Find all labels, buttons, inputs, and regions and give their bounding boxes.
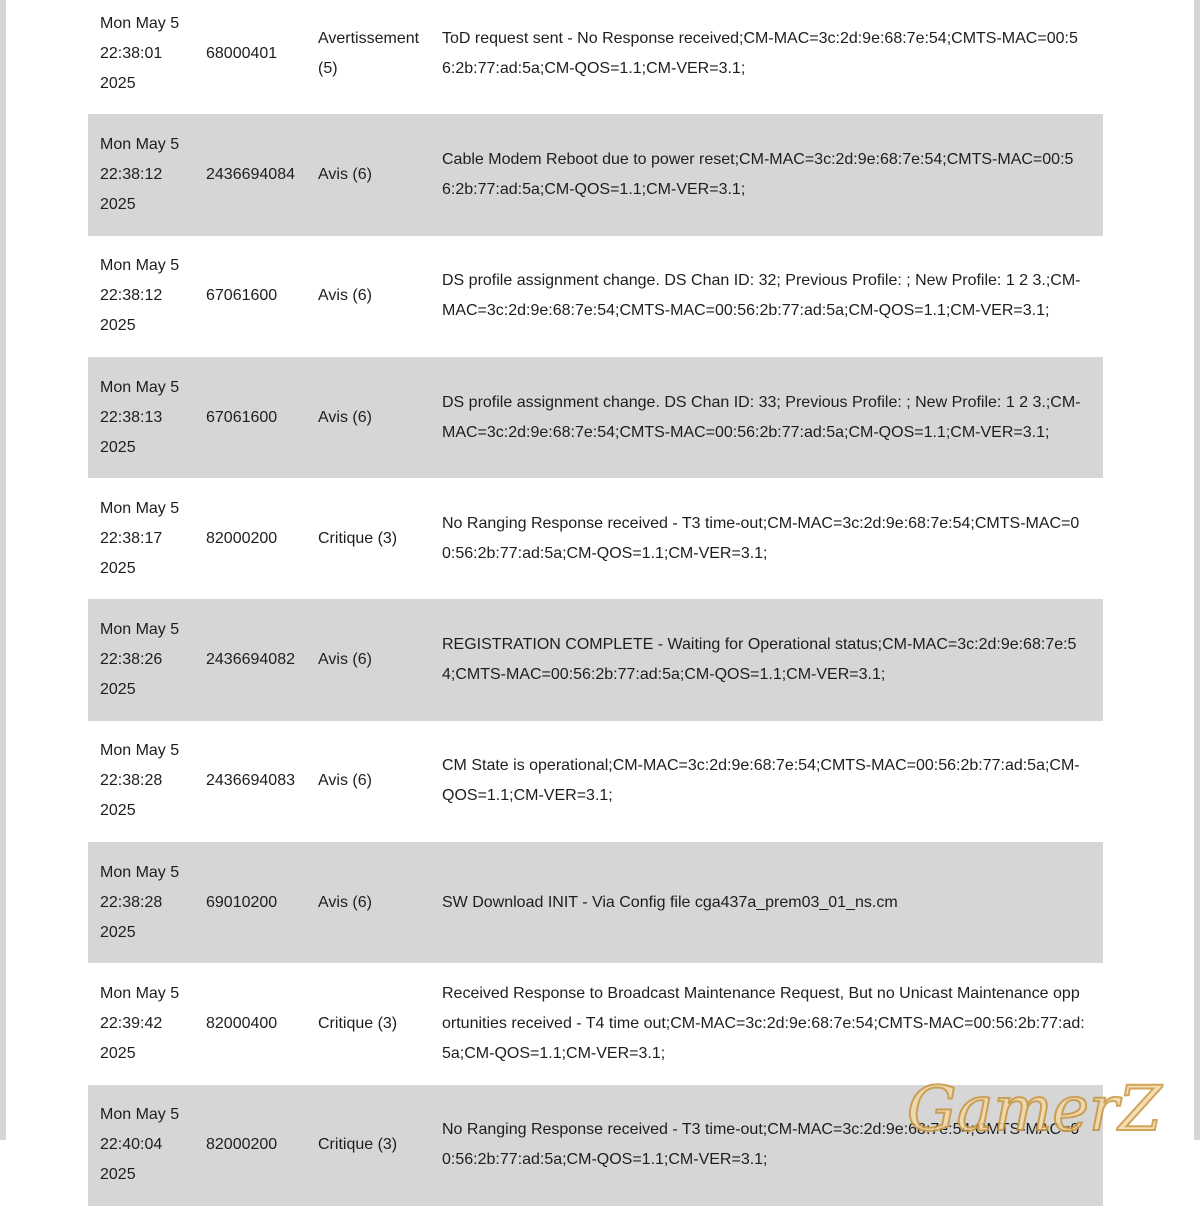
log-date: Mon May 5	[100, 985, 180, 1003]
log-clock: 22:38:12	[100, 165, 163, 183]
log-id: 2436694082	[206, 651, 295, 669]
log-row	[88, 842, 1103, 963]
log-level: Avis (6)	[318, 165, 372, 183]
log-time-cell	[88, 858, 195, 948]
log-time-cell	[88, 251, 195, 341]
log-id: 2436694083	[206, 772, 295, 790]
log-level: Avis (6)	[318, 772, 372, 790]
log-id: 68000401	[206, 44, 278, 62]
log-message: SW Download INIT - Via Config file cga437a_prem03_01_ns.cm	[442, 893, 898, 911]
log-date: Mon May 5	[100, 863, 180, 881]
log-message: Cable Modem Reboot due to power reset;CM-MAC=3c:2d:9e:68:7e:54;CMTS-MAC=00:56:2b:77:ad:5a;CM-QOS=1.1;CM-VER=3.1;	[442, 150, 1074, 198]
log-year: 2025	[100, 1166, 136, 1184]
log-row	[88, 0, 1103, 114]
log-date: Mon May 5	[100, 257, 180, 275]
log-year: 2025	[100, 681, 136, 699]
log-year: 2025	[100, 195, 136, 213]
log-row	[88, 478, 1103, 599]
log-id: 2436694084	[206, 165, 295, 183]
log-id: 82000200	[206, 1136, 278, 1154]
log-time-cell	[88, 1100, 195, 1190]
log-clock: 22:39:42	[100, 1015, 163, 1033]
log-row	[88, 963, 1103, 1084]
log-year: 2025	[100, 802, 136, 820]
log-time-cell	[88, 373, 195, 463]
log-clock: 22:38:12	[100, 287, 163, 305]
log-date: Mon May 5	[100, 135, 180, 153]
log-level: Avis (6)	[318, 408, 372, 426]
log-id: 67061600	[206, 408, 278, 426]
log-clock: 22:38:26	[100, 651, 163, 669]
page-frame-right	[1194, 0, 1200, 1140]
log-clock: 22:38:13	[100, 408, 163, 426]
log-year: 2025	[100, 1045, 136, 1063]
log-year: 2025	[100, 74, 136, 92]
log-year: 2025	[100, 923, 136, 941]
log-message: DS profile assignment change. DS Chan ID: 33; Previous Profile: ; New Profile: 1 2 3.;CM-MAC=3c:2d:9e:68:7e:54;CMTS-MAC=00:56:2b:77:ad:5a;CM-QOS=1.1;CM-VER=3.1;	[442, 393, 1081, 441]
log-id: 82000400	[206, 1015, 278, 1033]
log-message: Received Response to Broadcast Maintenance Request, But no Unicast Maintenance opportunities received - T4 time out;CM-MAC=3c:2d:9e:68:7e:54;CMTS-MAC=00:56:2b:77:ad:5a;CM-QOS=1.1;CM-VER=3.1;	[442, 985, 1085, 1063]
log-message: No Ranging Response received - T3 time-out;CM-MAC=3c:2d:9e:68:7e:54;CMTS-MAC=00:56:2b:77:ad:5a;CM-QOS=1.1;CM-VER=3.1;	[442, 1121, 1080, 1169]
log-message: CM State is operational;CM-MAC=3c:2d:9e:68:7e:54;CMTS-MAC=00:56:2b:77:ad:5a;CM-QOS=1.1;CM-VER=3.1;	[442, 757, 1080, 805]
log-clock: 22:38:01	[100, 44, 163, 62]
log-message: ToD request sent - No Response received;CM-MAC=3c:2d:9e:68:7e:54;CMTS-MAC=00:56:2b:77:ad:5a;CM-QOS=1.1;CM-VER=3.1;	[442, 29, 1078, 77]
log-time-cell	[88, 979, 195, 1069]
log-level: Avis (6)	[318, 287, 372, 305]
log-level: Critique (3)	[318, 529, 398, 547]
log-time-cell	[88, 615, 195, 705]
log-level: Critique (3)	[318, 1136, 398, 1154]
log-year: 2025	[100, 438, 136, 456]
log-level: Critique (3)	[318, 1015, 398, 1033]
log-year: 2025	[100, 317, 136, 335]
log-level: Avertissement (5)	[318, 29, 420, 77]
log-time-cell	[88, 736, 195, 826]
log-id: 69010200	[206, 893, 278, 911]
log-date: Mon May 5	[100, 499, 180, 517]
log-clock: 22:38:17	[100, 529, 163, 547]
log-clock: 22:38:28	[100, 772, 163, 790]
log-row	[88, 721, 1103, 842]
log-clock: 22:40:04	[100, 1136, 163, 1154]
log-date: Mon May 5	[100, 378, 180, 396]
log-message: REGISTRATION COMPLETE - Waiting for Operational status;CM-MAC=3c:2d:9e:68:7e:54;CMTS-MAC=00:56:2b:77:ad:5a;CM-QOS=1.1;CM-VER=3.1;	[442, 636, 1077, 684]
log-row	[88, 236, 1103, 357]
log-message: DS profile assignment change. DS Chan ID: 32; Previous Profile: ; New Profile: 1 2 3.;CM-MAC=3c:2d:9e:68:7e:54;CMTS-MAC=00:56:2b:77:ad:5a;CM-QOS=1.1;CM-VER=3.1;	[442, 272, 1081, 320]
log-id: 82000200	[206, 529, 278, 547]
gamerz-watermark-logo	[905, 1072, 1195, 1145]
log-year: 2025	[100, 559, 136, 577]
log-clock: 22:38:28	[100, 893, 163, 911]
log-date: Mon May 5	[100, 1106, 180, 1124]
log-row	[88, 114, 1103, 235]
log-time-cell	[88, 9, 195, 99]
log-time-cell	[88, 130, 195, 220]
event-log-table	[88, 0, 1103, 1206]
log-time-cell	[88, 494, 195, 584]
log-level: Avis (6)	[318, 893, 372, 911]
log-level: Avis (6)	[318, 651, 372, 669]
log-row	[88, 599, 1103, 720]
log-date: Mon May 5	[100, 621, 180, 639]
log-date: Mon May 5	[100, 742, 180, 760]
log-date: Mon May 5	[100, 14, 180, 32]
watermark-text: GamerZ	[907, 1072, 1162, 1145]
log-row	[88, 357, 1103, 478]
page-frame-left	[0, 0, 6, 1140]
log-id: 67061600	[206, 287, 278, 305]
log-message: No Ranging Response received - T3 time-out;CM-MAC=3c:2d:9e:68:7e:54;CMTS-MAC=00:56:2b:77:ad:5a;CM-QOS=1.1;CM-VER=3.1;	[442, 514, 1080, 562]
